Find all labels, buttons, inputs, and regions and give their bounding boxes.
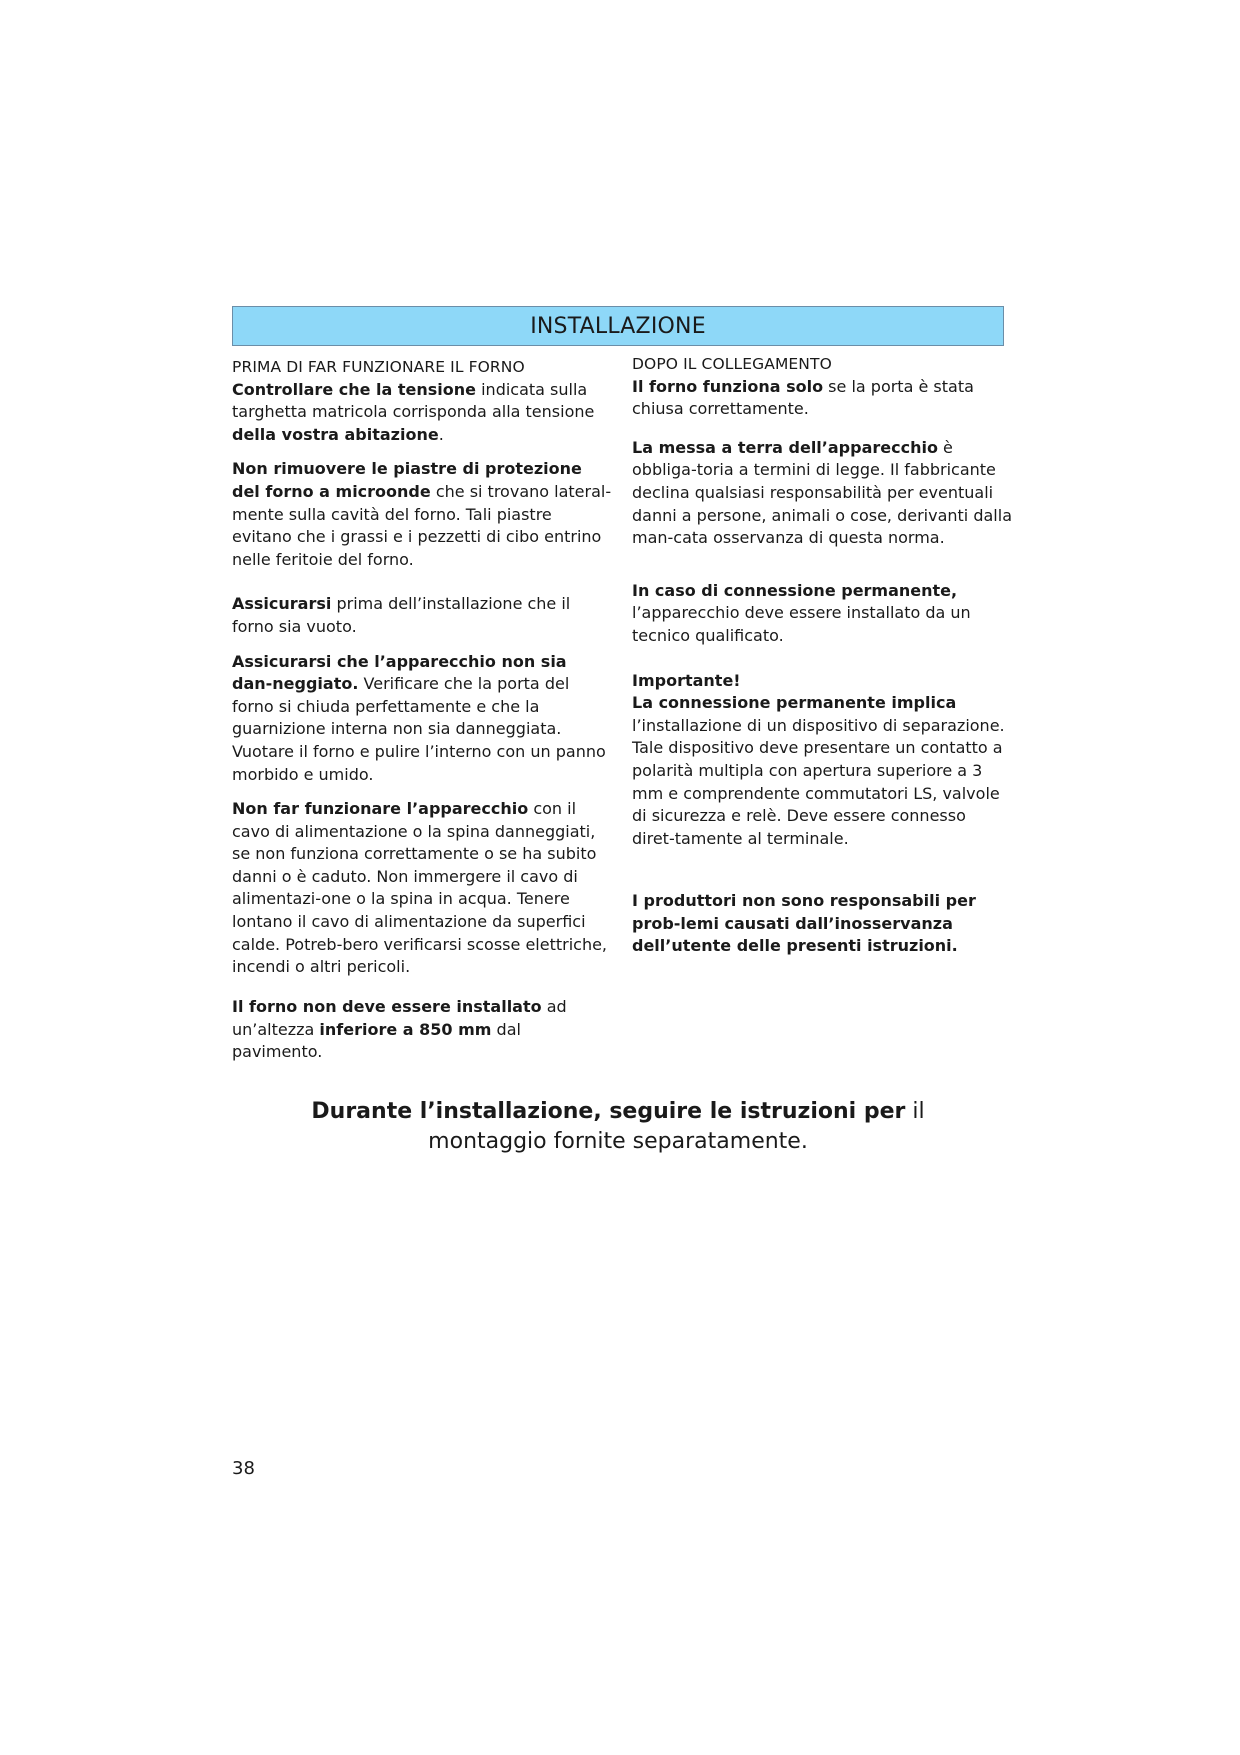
left-paragraph-empty-oven: Assicurarsi prima dell’installazione che il forno sia vuoto. xyxy=(232,594,571,636)
right-column xyxy=(632,353,1012,958)
left-paragraph-height: Il forno non deve essere installato ad un’altezza inferiore a 850 mm dal pavimento. xyxy=(232,997,567,1062)
left-section-title: PRIMA DI FAR FUNZIONARE IL FORNO xyxy=(232,358,525,376)
right-paragraph-liability: I produttori non sono responsabili per prob-lemi causati dall’inosservanza dell’utente delle presenti istruzioni. xyxy=(632,891,976,956)
left-column xyxy=(232,356,612,979)
right-section-title: DOPO IL COLLEGAMENTO xyxy=(632,355,832,373)
right-paragraph-door: Il forno funziona solo se la porta è stata chiusa correttamente. xyxy=(632,376,974,419)
right-paragraph-important: Importante! La connessione permanente implica l’installazione di un dispositivo di separazione. Tale dispositivo deve presentare un contatto a polarità multipla con apertura superiore a 3 mm e comprendente commutatori LS, valvole di sicurezza e relè. Deve essere connesso diret-tamente al terminale. xyxy=(632,670,1005,848)
right-paragraph-permanent-connection: In caso di connessione permanente, l’apparecchio deve essere installato da un tecnico qualificato. xyxy=(632,580,971,645)
section-title: INSTALLAZIONE xyxy=(530,314,706,339)
section-header-bar xyxy=(232,306,1004,346)
left-paragraph-do-not-operate: Non far funzionare l’apparecchio con il cavo di alimentazione o la spina danneggiati, se non funziona correttamente o se ha subito danni o è caduto. Non immergere il cavo di alimentazi-one o la spina in acqua. Tenere lontano il cavo di alimentazione da superfici calde. Potreb-bero verificarsi scosse elettriche, incendi o altri pericoli. xyxy=(232,799,608,977)
left-paragraph-protection-plates: Non rimuovere le piastre di protezione del forno a microonde che si trovano lateral-mente sulla cavità del forno. Tali piastre evitano che i grassi e i pezzetti di cibo entrino nelle feritoie del forno. xyxy=(232,459,612,569)
right-paragraph-grounding: La messa a terra dell’apparecchio è obbliga-toria a termini di legge. Il fabbricante declina qualsiasi responsabilità per eventuali danni a persone, animali o cose, derivanti dalla man-cata osservanza di questa norma. xyxy=(632,437,1012,548)
left-paragraph-damage-check: Assicurarsi che l’apparecchio non sia dan-neggiato. Verificare che la porta del forno si chiuda perfettamente e che la guarnizione interna non sia danneggiata. Vuotare il forno e pulire l’interno con un panno morbido e umido. xyxy=(232,651,606,784)
left-paragraph-voltage: Controllare che la tensione indicata sulla targhetta matricola corrisponda alla tensione della vostra abitazione. xyxy=(232,379,595,444)
closing-instruction: Durante l’installazione, seguire le istruzioni per il montaggio fornite separatamente. xyxy=(311,1099,925,1154)
page-number: 38 xyxy=(232,1458,255,1479)
